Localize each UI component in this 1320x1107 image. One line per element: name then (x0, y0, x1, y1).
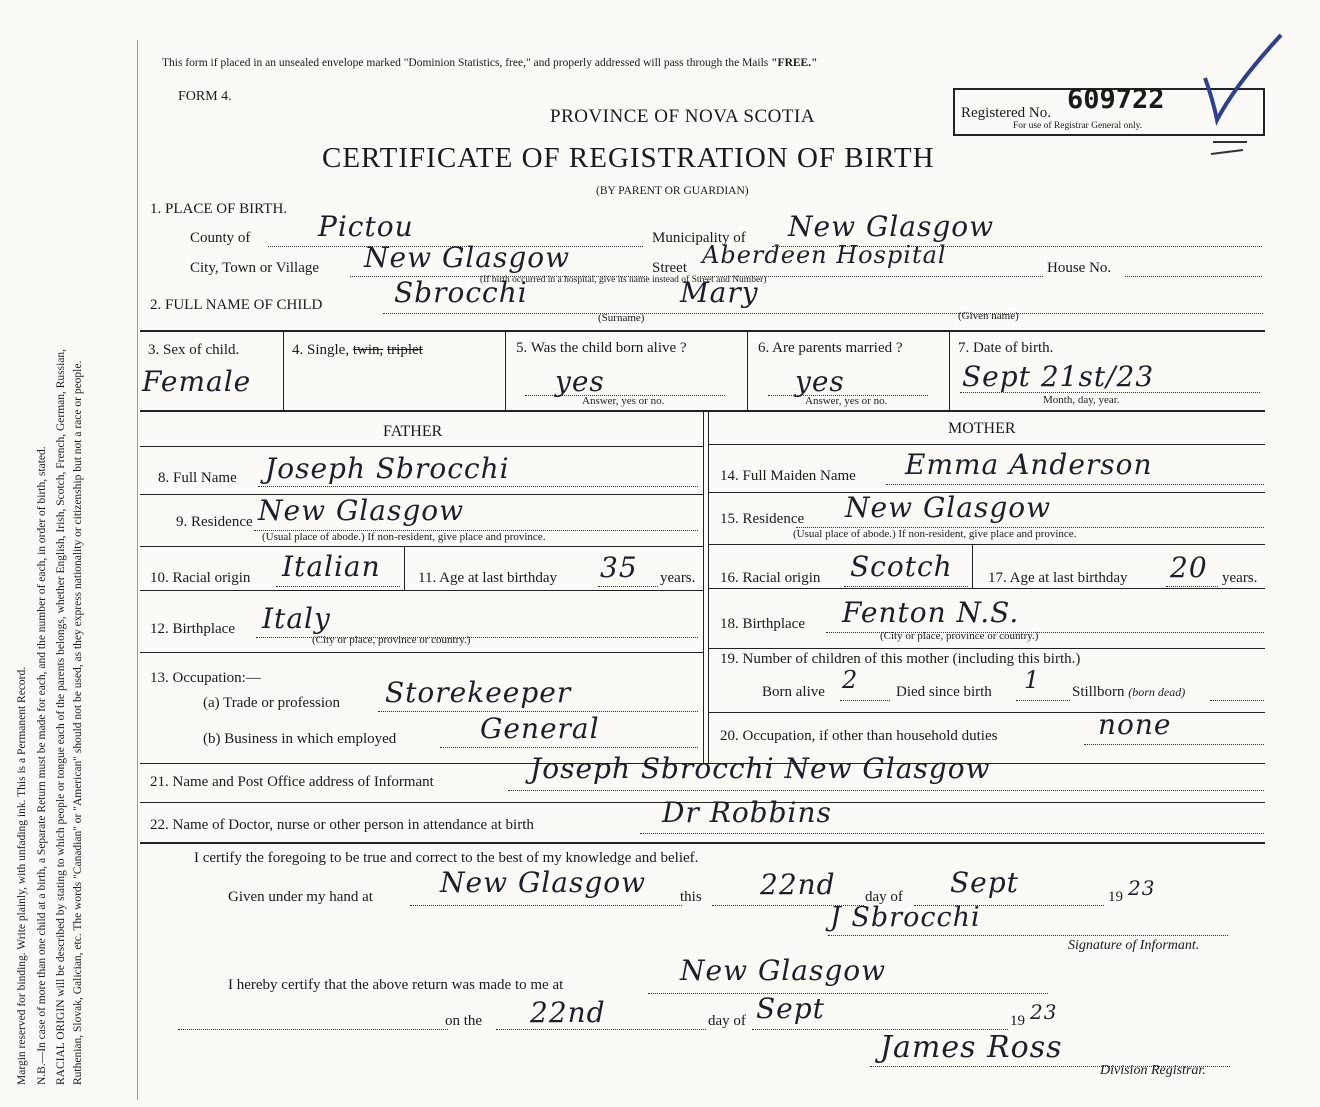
born-alive-value: yes (555, 365, 605, 398)
father-heading: FATHER (383, 423, 443, 440)
margin-note-racial-origin-2: Ruthenian, Slovak, Galician, etc. The words "Canadian" or "American" should not be used, as they express nationality or citizenship but not a race or people. (72, 360, 84, 1085)
registrar-day-value: 22nd (530, 996, 606, 1029)
margin-note-binding: Margin reserved for binding. Write plainly, with unfading ink. This is a Permanent Record. (16, 666, 28, 1085)
city-label: City, Town or Village (190, 260, 320, 276)
child-name-label: 2. FULL NAME OF CHILD (150, 297, 323, 313)
father-birthplace-caption: (City or place, province or country.) (312, 634, 471, 646)
mother-residence-value: New Glasgow (845, 491, 1052, 524)
certificate-title: CERTIFICATE OF REGISTRATION OF BIRTH (322, 142, 935, 174)
registrar-signature: James Ross (880, 1030, 1063, 1065)
father-age-years: years. (660, 570, 696, 586)
registrar-use-note: For use of Registrar General only. (1013, 121, 1143, 131)
mother-occupation-label: 20. Occupation, if other than household duties (720, 728, 998, 744)
form-number: FORM 4. (178, 89, 232, 104)
given-name-caption: (Given name) (958, 310, 1019, 322)
city-value: New Glasgow (364, 241, 571, 274)
registrar-statement: I hereby certify that the above return was made to me at (228, 977, 564, 993)
date-of-birth-value: Sept 21st/23 (962, 360, 1155, 393)
province-title: PROVINCE OF NOVA SCOTIA (550, 106, 816, 127)
date-of-birth-caption: Month, day, year. (1043, 394, 1120, 406)
registrar-month-value: Sept (756, 992, 825, 1025)
father-birthplace-label: 12. Birthplace (150, 621, 235, 637)
father-name-value: Joseph Sbrocchi (265, 452, 510, 485)
informant-value: Joseph Sbrocchi New Glasgow (530, 752, 991, 785)
child-given-name: Mary (680, 276, 759, 309)
doctor-value: Dr Robbins (662, 796, 832, 829)
mother-birthplace-caption: (City or place, province or country.) (880, 630, 1039, 642)
born-alive-caption: Answer, yes or no. (582, 395, 665, 407)
born-alive-label: 5. Was the child born alive ? (516, 340, 687, 356)
place-of-birth-label: 1. PLACE OF BIRTH. (150, 201, 288, 217)
binding-margin (8, 40, 133, 1090)
municipality-value: New Glasgow (788, 210, 995, 243)
father-age-label: 11. Age at last birthday (418, 570, 557, 586)
given-year-suffix: 23 (1128, 876, 1156, 900)
father-occupation-label: 13. Occupation:— (150, 670, 261, 686)
trade-label: (a) Trade or profession (203, 695, 341, 711)
surname-caption: (Surname) (598, 312, 645, 324)
postal-notice: This form if placed in an unsealed envelope marked "Dominion Statistics, free," and properly addressed will pass through the Mails "FREE." (162, 57, 818, 69)
margin-note-multiple-births: N.B.—In case of more than one child at a birth, a Separate Return must be made for each, and the number of each, in order of birth, stated. (36, 446, 48, 1085)
born-alive-count-label: Born alive (762, 684, 825, 700)
died-since-birth-count: 1 (1024, 666, 1041, 694)
father-residence-caption: (Usual place of abode.) If non-resident, give place and province. (262, 531, 546, 543)
sex-value: Female (142, 365, 252, 398)
mother-birthplace-label: 18. Birthplace (720, 616, 805, 632)
parents-married-value: yes (795, 365, 845, 398)
died-since-birth-label: Died since birth (896, 684, 992, 700)
born-alive-count: 2 (842, 666, 859, 694)
mother-age-label: 17. Age at last birthday (988, 570, 1128, 586)
mother-racial-origin-value: Scotch (850, 550, 953, 583)
mother-name-value: Emma Anderson (905, 448, 1153, 481)
certificate-subtitle: (BY PARENT OR GUARDIAN) (596, 185, 749, 197)
county-label: County of (190, 230, 251, 246)
county-value: Pictou (318, 210, 414, 243)
business-label: (b) Business in which employed (203, 731, 397, 747)
father-age-value: 35 (600, 551, 638, 584)
mother-name-label: 14. Full Maiden Name (720, 468, 856, 484)
doctor-label: 22. Name of Doctor, nurse or other person in attendance at birth (150, 817, 534, 833)
street-note: (If birth occurred in a hospital, give its name instead of Street and Number) (480, 275, 767, 285)
given-place-value: New Glasgow (440, 866, 647, 899)
single-twin-triplet-label: 4. Single, twin, triplet (292, 342, 423, 358)
mother-birthplace-value: Fenton N.S. (842, 596, 1020, 629)
date-of-birth-label: 7. Date of birth. (958, 340, 1054, 356)
street-value: Aberdeen Hospital (702, 241, 947, 269)
father-racial-origin-label: 10. Racial origin (150, 570, 251, 586)
father-name-label: 8. Full Name (158, 470, 237, 486)
registrar-year-prefix: 19 (1010, 1013, 1025, 1029)
sex-label: 3. Sex of child. (148, 342, 240, 358)
certify-statement: I certify the foregoing to be true and correct to the best of my knowledge and belief. (194, 850, 699, 866)
informant-signature: J Sbrocchi (830, 902, 981, 933)
business-value: General (480, 712, 600, 745)
father-birthplace-value: Italy (262, 602, 331, 635)
registered-number-label: Registered No. (961, 105, 1051, 121)
street-label: Street (652, 260, 687, 276)
mother-residence-caption: (Usual place of abode.) If non-resident, give place and province. (793, 528, 1077, 540)
municipality-label: Municipality of (652, 230, 746, 246)
mother-age-years: years. (1222, 570, 1258, 586)
this-label: this (680, 889, 702, 905)
registrar-year-suffix: 23 (1030, 1000, 1058, 1024)
stillborn-label: Stillborn (born dead) (1072, 684, 1186, 700)
house-number-label: House No. (1047, 260, 1112, 276)
mother-age-value: 20 (1170, 551, 1208, 584)
father-residence-label: 9. Residence (176, 514, 253, 530)
mother-residence-label: 15. Residence (720, 511, 805, 527)
given-month-value: Sept (950, 866, 1019, 899)
check-mark-icon (1195, 30, 1290, 160)
child-surname: Sbrocchi (394, 276, 528, 309)
mother-heading: MOTHER (948, 420, 1016, 437)
children-count-label: 19. Number of children of this mother (including this birth.) (720, 651, 1081, 667)
mother-occupation-value: none (1098, 708, 1172, 741)
given-day-value: 22nd (760, 868, 836, 901)
informant-signature-caption: Signature of Informant. (1068, 938, 1200, 953)
registrar-place-value: New Glasgow (680, 954, 887, 987)
given-year-prefix: 19 (1108, 889, 1123, 905)
parents-married-label: 6. Are parents married ? (758, 340, 903, 356)
parents-married-caption: Answer, yes or no. (805, 395, 888, 407)
registrar-day-of-label: day of (708, 1013, 746, 1029)
given-under-hand-label: Given under my hand at (228, 889, 373, 905)
registered-number: 609722 (1067, 84, 1165, 115)
margin-note-racial-origin: RACIAL ORIGIN will be described by stating to which people or tongue each of the parents belongs, whether English, Irish, Scotch, French, German, Russian, (55, 348, 67, 1085)
father-racial-origin-value: Italian (282, 550, 381, 583)
on-the-label: on the (445, 1013, 483, 1029)
mother-racial-origin-label: 16. Racial origin (720, 570, 821, 586)
registrar-signature-caption: Division Registrar. (1100, 1063, 1206, 1078)
informant-label: 21. Name and Post Office address of Informant (150, 774, 434, 790)
father-residence-value: New Glasgow (258, 494, 465, 527)
trade-value: Storekeeper (385, 676, 572, 709)
binding-edge (137, 40, 138, 1100)
given-day-of-label: day of (865, 889, 903, 905)
